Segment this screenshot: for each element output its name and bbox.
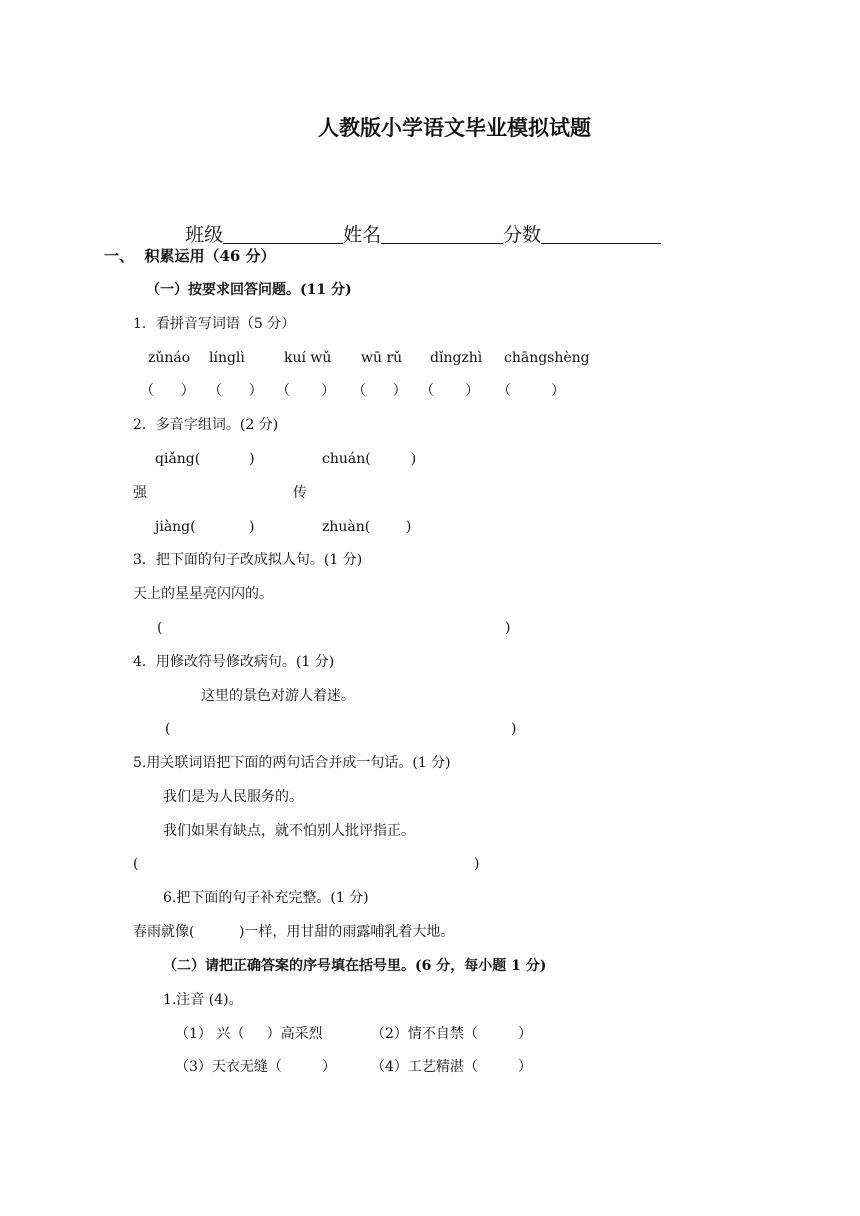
name-label: 姓名: [343, 224, 382, 246]
part2-item-2[interactable]: （2）情不自禁（ ）: [371, 1026, 532, 1042]
q3-answer-close: ): [505, 620, 511, 636]
answer-blank-1[interactable]: （ ）: [140, 383, 195, 399]
q3-answer-open[interactable]: (: [157, 620, 163, 636]
polyphone-char-qiang: 强: [133, 485, 147, 501]
section1-heading: 一、 积累运用（46 分）: [104, 247, 276, 265]
chuan-blank[interactable]: chuán( ): [322, 451, 417, 467]
pinyin-1: zǔnáo: [148, 350, 191, 366]
part2-item-1[interactable]: （1） 兴（ ）高采烈: [175, 1026, 323, 1042]
student-info-line: [173, 206, 661, 245]
score-blank[interactable]: [541, 225, 661, 244]
q6-prompt: 6.把下面的句子补充完整。(1 分): [163, 890, 369, 906]
q4-sentence: 这里的景色对游人着迷。: [201, 688, 355, 704]
answer-blank-3[interactable]: （ ）: [276, 383, 336, 399]
q5-answer-close: ): [474, 856, 480, 872]
pinyin-4: wū rǔ: [361, 350, 403, 366]
pinyin-5: dǐngzhì: [430, 350, 483, 366]
q3-sentence: 天上的星星亮闪闪的。: [133, 586, 273, 602]
q5-line1: 我们是为人民服务的。: [163, 789, 303, 805]
q1-prompt: 1．看拼音写词语（5 分）: [133, 316, 296, 332]
part2-item-3[interactable]: （3）天衣无缝（ ）: [175, 1059, 336, 1075]
name-blank[interactable]: [381, 225, 503, 244]
page-title: 人教版小学语文毕业模拟试题: [318, 115, 591, 140]
q4-prompt: 4．用修改符号修改病句。(1 分): [133, 654, 335, 670]
q2-prompt: 2．多音字组词。(2 分): [133, 417, 279, 433]
part1-heading: （一）按要求回答问题。(11 分): [146, 282, 352, 298]
q5-prompt: 5.用关联词语把下面的两句话合并成一句话。(1 分): [133, 755, 451, 771]
q3-prompt: 3．把下面的句子改成拟人句。(1 分): [133, 552, 363, 568]
q5-answer-open[interactable]: (: [133, 856, 139, 872]
answer-blank-2[interactable]: （ ）: [208, 383, 263, 399]
q6-sentence[interactable]: 春雨就像( )一样，用甘甜的雨露哺乳着大地。: [133, 924, 455, 940]
q4-answer-open[interactable]: (: [165, 721, 171, 737]
polyphone-char-chuan: 传: [293, 485, 307, 501]
pinyin-6: chāngshèng: [504, 350, 590, 366]
part2-heading: （二）请把正确答案的序号填在括号里。(6 分，每小题 1 分): [163, 958, 547, 974]
q4-answer-close: ): [511, 721, 517, 737]
answer-blank-5[interactable]: （ ）: [420, 383, 480, 399]
pinyin-3: kuí wǔ: [284, 350, 332, 366]
pinyin-2: línglì: [209, 350, 245, 366]
answer-blank-4[interactable]: （ ）: [352, 383, 407, 399]
class-label: 班级: [185, 224, 224, 246]
jiang-blank[interactable]: jiàng( ): [155, 519, 255, 535]
answer-blank-6[interactable]: （ ）: [497, 383, 566, 399]
qiang-blank[interactable]: qiǎng( ): [155, 451, 255, 467]
score-label: 分数: [503, 224, 542, 246]
part2-item-4[interactable]: （4）工艺精湛（ ）: [371, 1059, 532, 1075]
zhuan-blank[interactable]: zhuàn( ): [322, 519, 412, 535]
class-blank[interactable]: [223, 225, 343, 244]
part2-q1-prompt: 1.注音 (4)。: [163, 992, 243, 1008]
q5-line2: 我们如果有缺点，就不怕别人批评指正。: [163, 823, 415, 839]
